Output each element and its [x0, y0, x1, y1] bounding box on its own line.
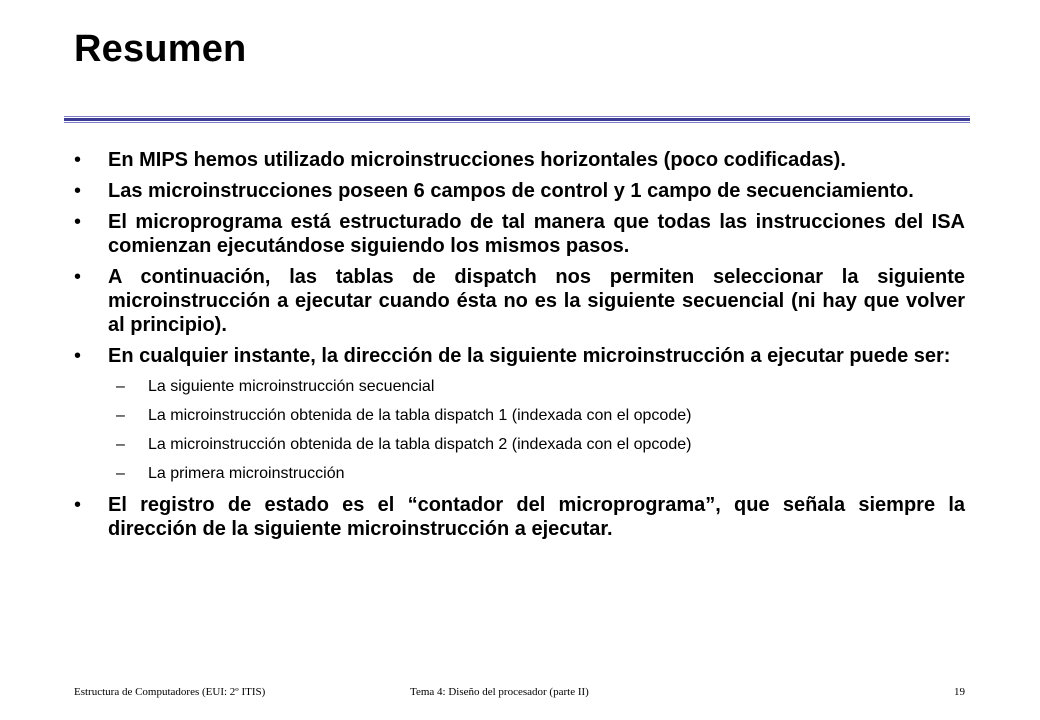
bullet-list: [70, 148, 965, 541]
bullet-text: En MIPS hemos utilizado microinstrucciones horizontales (poco codificadas).: [108, 149, 846, 171]
bullet-marker: •: [74, 211, 82, 233]
slide-body: [70, 148, 965, 548]
sub-bullet-item: [108, 464, 965, 484]
sub-bullet-text: La primera microinstrucción: [148, 465, 345, 482]
slide-title: Resumen: [74, 28, 247, 70]
bullet-item: [70, 344, 965, 484]
bullet-marker: •: [74, 180, 82, 202]
bullet-item: [70, 148, 965, 172]
bullet-item: [70, 179, 965, 203]
dash-marker: –: [116, 378, 125, 395]
dash-marker: –: [116, 407, 125, 424]
footer-course-name: Estructura de Computadores (EUI: 2º ITIS): [74, 686, 266, 698]
sub-bullet-text: La microinstrucción obtenida de la tabla dispatch 1 (indexada con el opcode): [148, 407, 692, 424]
bullet-marker: •: [74, 149, 82, 171]
bullet-text: Las microinstrucciones poseen 6 campos de control y 1 campo de secuenciamiento.: [108, 180, 914, 202]
dash-marker: –: [116, 465, 125, 482]
dash-marker: –: [116, 436, 125, 453]
title-divider-thin-top: [64, 116, 970, 117]
bullet-item: [70, 265, 965, 337]
bullet-text: El microprograma está estructurado de tal manera que todas las instrucciones del ISA comienzan ejecutándose siguiendo los mismos pasos.: [108, 211, 965, 257]
bullet-item: [70, 210, 965, 258]
sub-bullet-text: La microinstrucción obtenida de la tabla dispatch 2 (indexada con el opcode): [148, 436, 692, 453]
bullet-item: [70, 493, 965, 541]
bullet-marker: •: [74, 494, 82, 516]
title-divider: [64, 118, 970, 121]
bullet-text: En cualquier instante, la dirección de la siguiente microinstrucción a ejecutar puede ser:: [108, 345, 951, 367]
sub-bullet-item: [108, 377, 965, 397]
bullet-text: A continuación, las tablas de dispatch nos permiten seleccionar la siguiente microinstrucción a ejecutar cuando ésta no es la siguiente secuencial (ni hay que volver al principio).: [108, 266, 965, 336]
bullet-marker: •: [74, 345, 82, 367]
bullet-marker: •: [74, 266, 82, 288]
title-divider-thin-bottom: [64, 122, 970, 123]
sub-bullet-item: [108, 406, 965, 426]
sub-bullet-list: [108, 377, 965, 484]
footer-topic: Tema 4: Diseño del procesador (parte II): [410, 686, 589, 698]
sub-bullet-item: [108, 435, 965, 455]
footer-page-number: 19: [954, 686, 965, 698]
sub-bullet-text: La siguiente microinstrucción secuencial: [148, 378, 435, 395]
bullet-text: El registro de estado es el “contador del microprograma”, que señala siempre la dirección de la siguiente microinstrucción a ejecutar.: [108, 494, 965, 540]
